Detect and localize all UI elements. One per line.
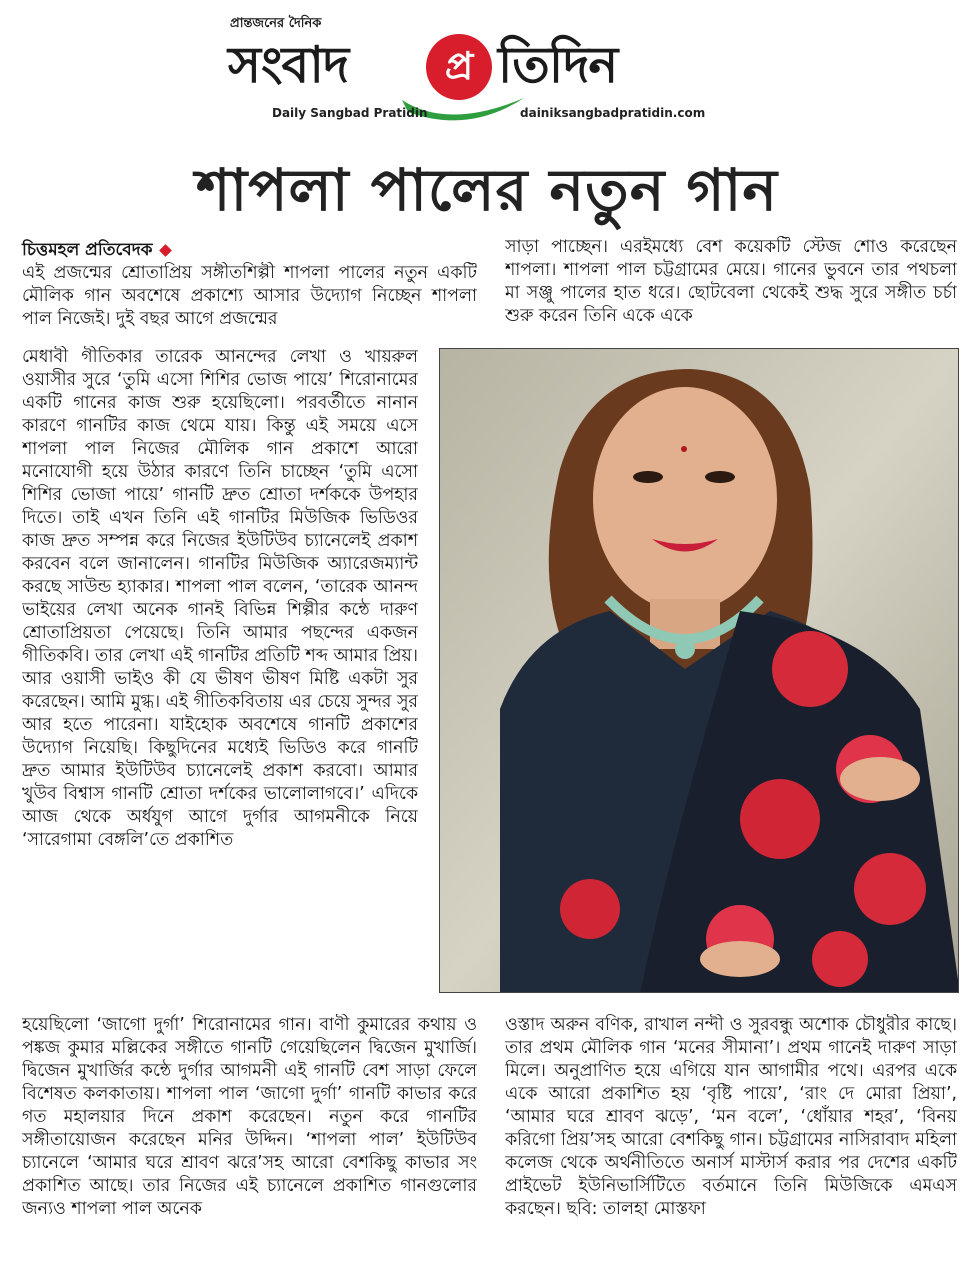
byline-text: চিত্তমহল প্রতিবেদক <box>22 240 153 260</box>
article-photo <box>439 348 959 993</box>
paragraph: এই প্রজন্মের শ্রোতাপ্রিয় সঙ্গীতশিল্পী শাপলা পালের নতুন একটি মৌলিক গান অবশেষে প্রকাশ্যে আসার উদ্যোগ নিচ্ছেন শাপলা পাল নিজেই। দুই বছর আগে প্রজন্মের <box>22 263 477 329</box>
masthead-tagline: প্রান্তজনের দৈনিক <box>230 16 322 31</box>
article-column-right-bottom <box>505 1014 957 1268</box>
paragraph: হয়েছিলো ‘জাগো দুর্গা’ শিরোনামের গান। বাণী কুমারের কথায় ও পঙ্কজ কুমার মল্লিকের সঙ্গীতে গানটি গেয়েছিলেন দ্বিজেন মুখার্জি। দ্বিজেন মুখার্জির কন্ঠে দুর্গার আগমনী এই গানটি বেশ সাড়া ফেলে বিশেষত কলকাতায়। শাপলা পাল ‘জাগো দুর্গা’ গানটি কাভার করে গত মহালয়ার দিনে প্রকাশ করেছেন। নতুন করে গানটির সঙ্গীতায়োজন করেছেন মনির উদ্দিন। ‘শাপলা পাল’ ইউটিউব চ্যানেলে ‘আমার ঘরে শ্রাবণ ঝরে’সহ আরো বেশকিছু কাভার সং প্রকাশিত আছে। তার নিজের এই চ্যানেলে প্রকাশিত গানগুলোর জন্যও শাপলা পাল অনেক <box>22 1015 477 1219</box>
article-column-left-bottom <box>22 1014 477 1268</box>
article-headline: শাপলা পালের নতুন গান <box>196 156 778 224</box>
logo-red-circle: প্র <box>426 34 492 100</box>
article-byline <box>22 237 170 265</box>
paragraph: মেধাবী গীতিকার তারেক আনন্দের লেখা ও খায়রুল ওয়াসীর সুরে ‘তুমি এসো শিশির ভোজ পায়ে’ শিরোনামের একটি গানের কাজ শুরু হয়েছিলো। পরবর্তীতে নানান কারণে গানটির কাজ থেমে যায়। কিন্তু এই সময়ে এসে শাপলা পাল নিজের মৌলিক গান প্রকাশে আরো মনোযোগী হয়ে উঠার কারণে তিনি চাচ্ছেন ‘তুমি এসো শিশির ভোজা পায়ে’ গানটি দ্রুত শ্রোতা দর্শককে উপহার দিতে। তাই এখন তিনি এই গানটির মিউজিক ভিডিওর কাজ দ্রুত সম্পন্ন করে নিজের ইউটিউব চ্যানেলেই প্রকাশ করবেন বলে জানালেন। গানটির মিউজিক অ্যারেজম্যান্ট করছে সাউন্ড হ্যাকার। শাপলা পাল বলেন, ‘তারেক আনন্দ ভাইয়ের লেখা অনেক গানই বিভিন্ন শিল্পীর কন্ঠে দারুণ শ্রোতাপ্রিয়তা পেয়েছে। তিনি আমার পছন্দের একজন গীতিকবি। তার লেখা এই গানটির প্রতিটি শব্দ আমার প্রিয়। আর ওয়াসী ভাইও কী যে ভীষণ ভীষণ মিষ্টি একটা সুর করেছেন। আমি মুগ্ধ। এই গীতিকবিতায় এর চেয়ে সুন্দর সুর আর হতে পারেনা। যাইহোক অবশেষে গানটি প্রকাশের উদ্যোগ নিয়েছি। কিছুদিনের মধ্যেই ভিডিও করে গানটি দ্রুত আমার ইউটিউব চ্যানেলেই প্রকাশ করবো। আমার খুউব বিশ্বাস গানটি শ্রোতা দর্শকের ভালোলাগবে।’ এদিকে আজ থেকে অর্ধযুগ আগে দুর্গার আগমনীকে নিয়ে ‘সারেগামা বেঙ্গলি’তে প্রকাশিত <box>22 347 418 850</box>
article-column-left-narrow <box>22 346 418 1010</box>
masthead <box>220 14 706 132</box>
paragraph: ওস্তাদ অরুন বণিক, রাখাল নন্দী ও সুরবন্ধু অশোক চৌধুরীর কাছে। তার প্রথম মৌলিক গান ‘মনের সীমানা’। প্রথম গানেই দারুণ সাড়া মিলে। অনুপ্রাণিত হয়ে এগিয়ে যান আগামীর পথে। এরপর একে একে আরো প্রকাশিত হয় ‘বৃষ্টি পায়ে’, ‘রাং দে মোরা প্রিয়া’, ‘আমার ঘরে শ্রাবণ ঝড়ে’, ‘মন বলে’, ‘ধোঁয়ার শহর’, ‘বিনয় করিগো প্রিয়’সহ আরো বেশকিছু গান। চট্টগ্রামের নাসিরাবাদ মহিলা কলেজ থেকে অর্থনীতিতে অনার্স মাস্টার্স করার পর দেশের একটি প্রাইভেট ইউনিভার্সিটিতে বর্তমানে তিনি মিউজিকে এমএস করছেন। ছবি: তালহা মোস্তফা <box>505 1015 957 1219</box>
portrait-illustration <box>440 349 959 993</box>
masthead-url: dainiksangbadpratidin.com <box>520 106 706 120</box>
paragraph: সাড়া পাচ্ছেন। এরইমধ্যে বেশ কয়েকটি স্টেজ শোও করেছেন শাপলা। শাপলা পাল চট্টগ্রামের মেয়ে। গানের ভুবনে তার পথচলা মা সঞ্জু পালের হাত ধরে। ছোটবেলা থেকেই শুদ্ধ সুরে সঙ্গীত চর্চা শুরু করেন তিনি একে একে <box>505 237 957 326</box>
article-column-right-top <box>505 236 957 340</box>
logo-text-right: তিদিন <box>498 36 618 94</box>
masthead-english-name: Daily Sangbad Pratidin <box>272 106 428 120</box>
article-column-left-top <box>22 262 477 342</box>
diamond-icon <box>159 244 172 257</box>
logo-text-left: সংবাদ <box>228 36 349 94</box>
